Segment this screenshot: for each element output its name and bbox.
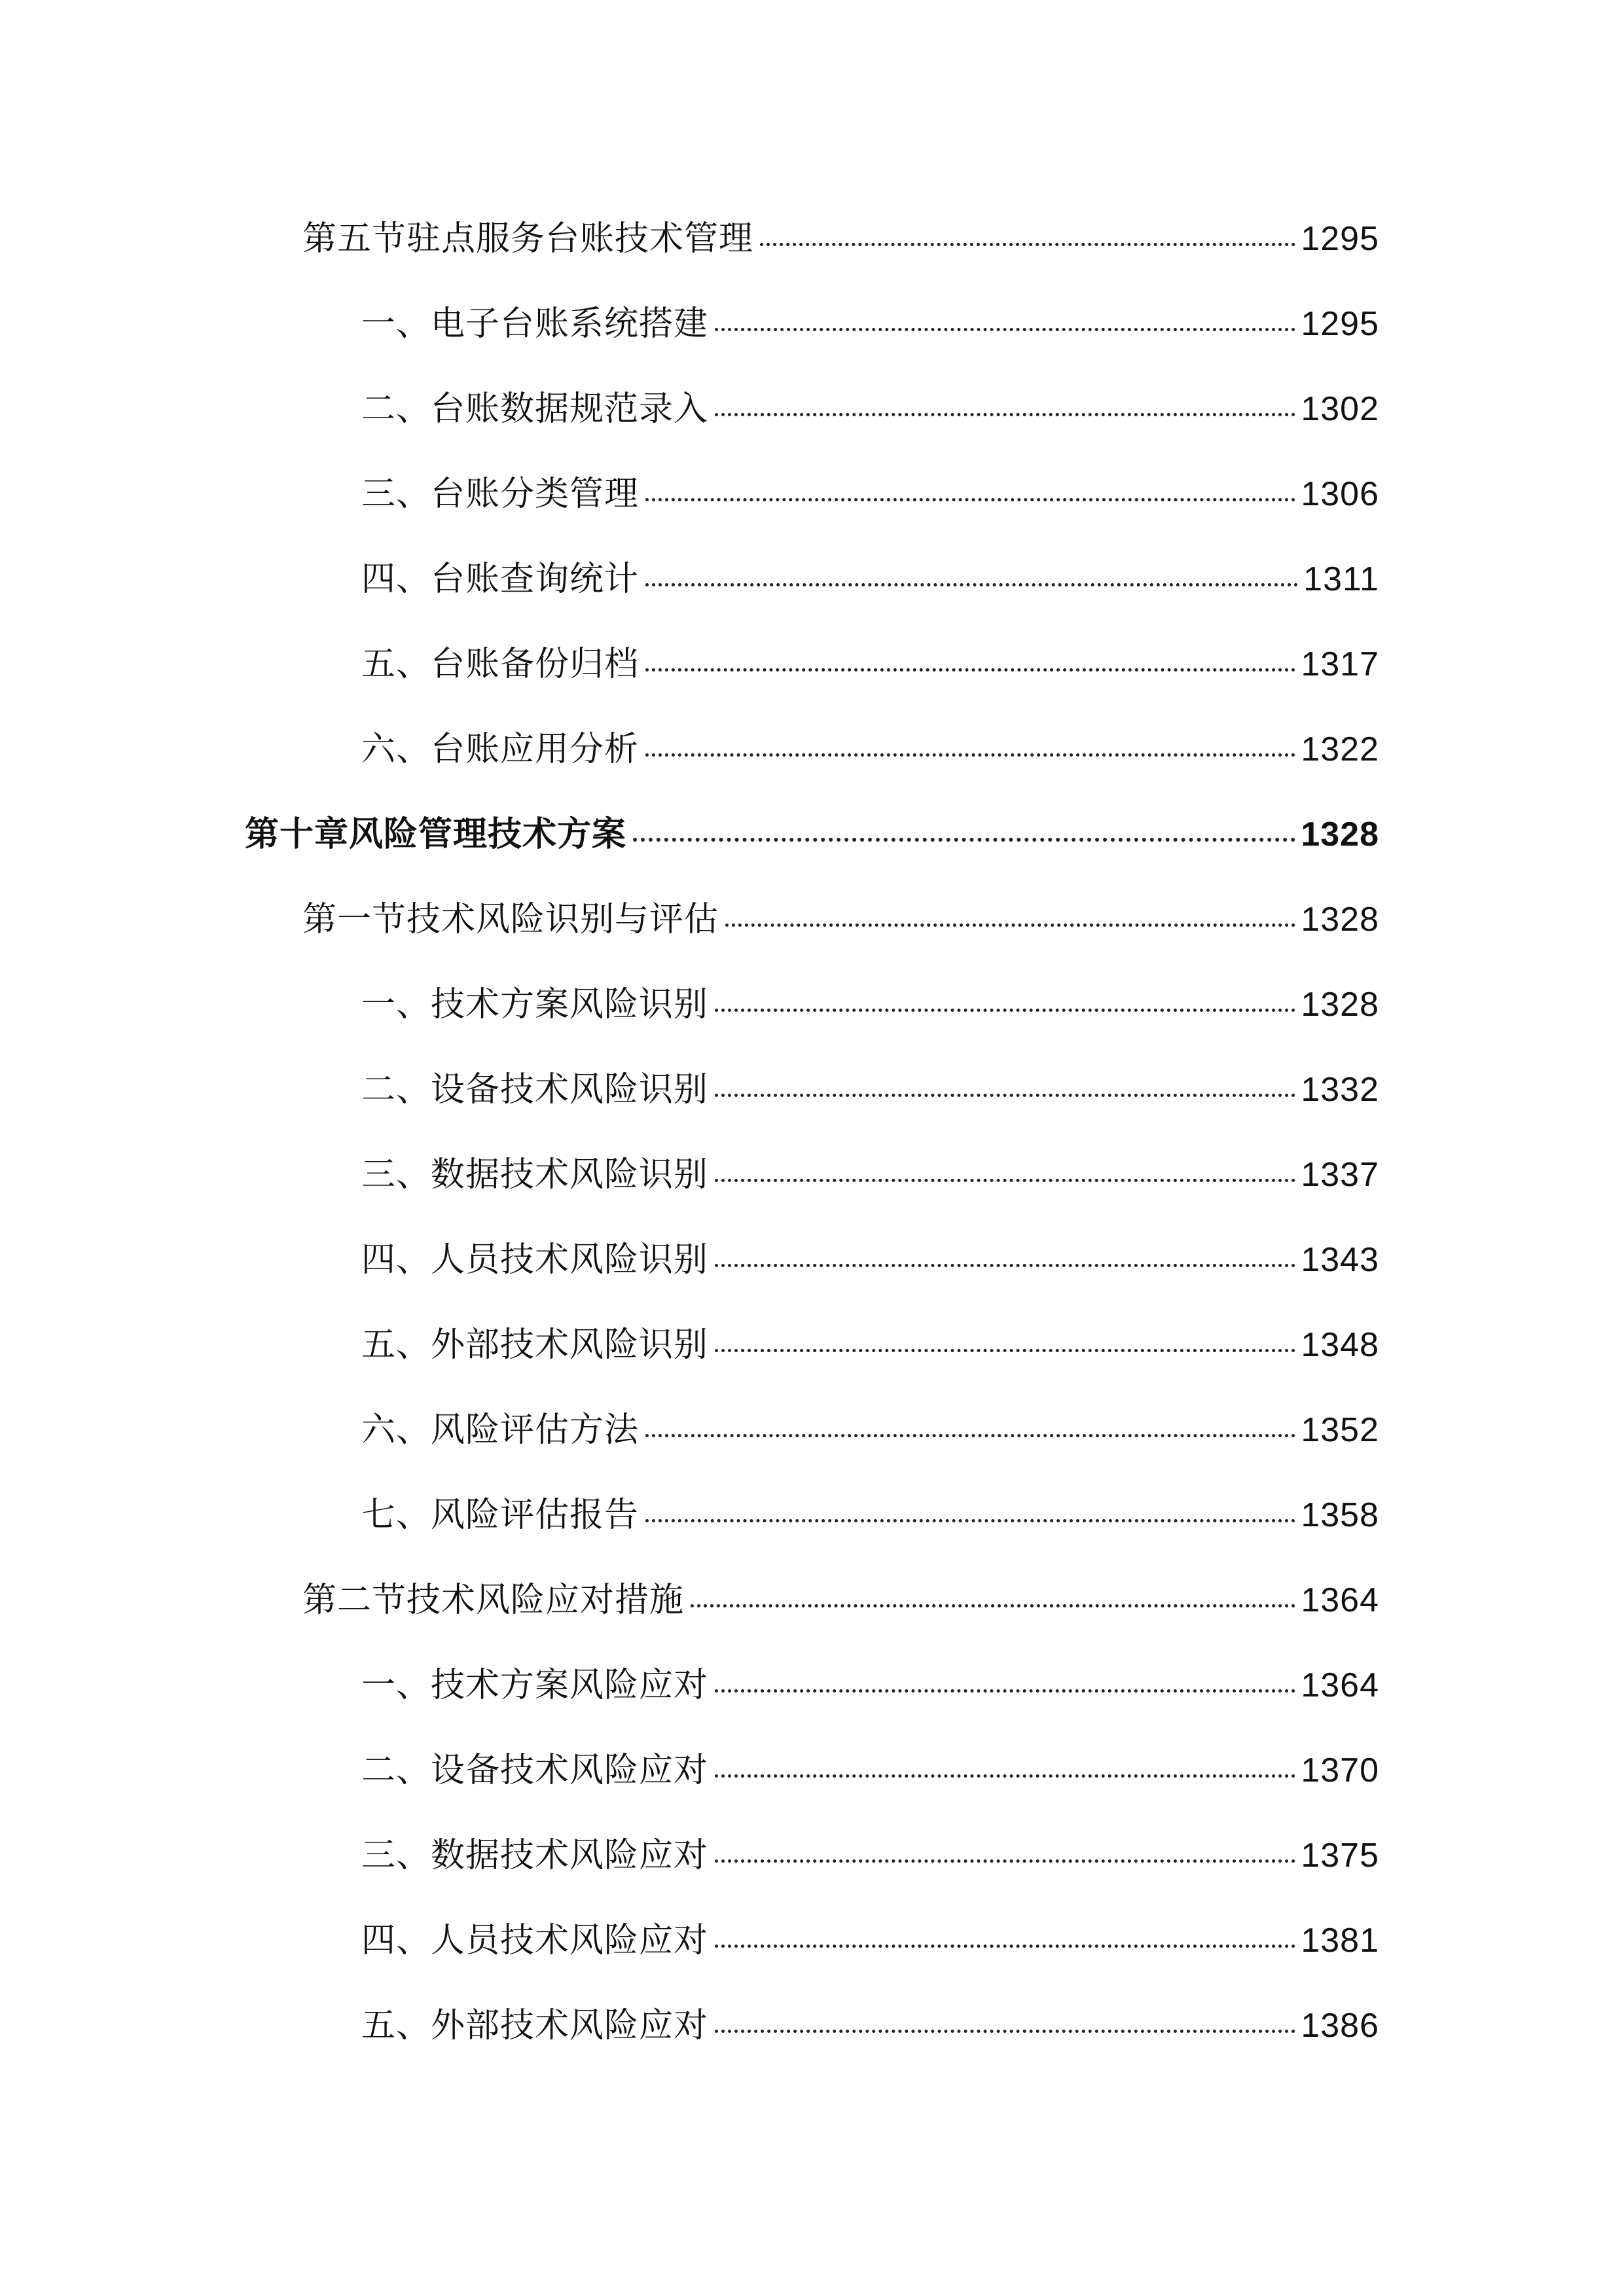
- toc-entry[interactable]: [361, 1918, 1379, 1964]
- toc-entry[interactable]: [361, 386, 1379, 432]
- toc-entry-page: 1302: [1301, 390, 1379, 428]
- toc-entry-page: 1352: [1301, 1411, 1379, 1449]
- toc-entry-title: 四、台账查询统计: [361, 560, 640, 599]
- dot-leader: [715, 1179, 1295, 1182]
- toc-entry-page: 1322: [1301, 730, 1379, 768]
- toc-entry-title: 五、外部技术风险识别: [361, 1325, 709, 1365]
- toc-entry[interactable]: [361, 1833, 1379, 1878]
- toc-entry-page: 1295: [1301, 305, 1379, 343]
- dot-leader: [715, 1264, 1295, 1267]
- dot-leader: [715, 1009, 1295, 1012]
- toc-entry-title: 六、风险评估方法: [361, 1410, 640, 1450]
- toc-entry-title: 五、外部技术风险应对: [361, 2006, 709, 2045]
- toc-entry-page: 1295: [1301, 220, 1379, 258]
- dot-leader: [645, 583, 1298, 586]
- toc-entry-title: 一、技术方案风险应对: [361, 1666, 709, 1705]
- toc-entry-page: 1375: [1301, 1837, 1379, 1874]
- dot-leader: [715, 1774, 1295, 1778]
- toc-entry[interactable]: [361, 1407, 1379, 1453]
- dot-leader: [645, 753, 1295, 757]
- toc-entry-title: 第十章风险管理技术方案: [245, 814, 627, 854]
- dot-leader: [691, 1604, 1295, 1607]
- toc-entry-title: 第二节技术风险应对措施: [302, 1581, 685, 1620]
- toc-entry-page: 1317: [1301, 645, 1379, 683]
- toc-entry-page: 1306: [1301, 475, 1379, 513]
- dot-leader: [715, 2030, 1295, 2033]
- toc-entry-title: 三、台账分类管理: [361, 475, 640, 514]
- dot-leader: [633, 838, 1295, 842]
- dot-leader: [715, 1349, 1295, 1352]
- toc-entry-title: 二、台账数据规范录入: [361, 389, 709, 429]
- toc-entry[interactable]: [361, 641, 1379, 687]
- toc-entry-page: 1328: [1301, 816, 1379, 853]
- toc-entry-page: 1311: [1303, 560, 1379, 598]
- toc-entry-page: 1328: [1301, 986, 1379, 1024]
- toc-entry-page: 1364: [1301, 1581, 1379, 1619]
- toc-entry-chapter[interactable]: [245, 812, 1379, 857]
- toc-entry-title: 五、台账备份归档: [361, 645, 640, 684]
- dot-leader: [715, 1094, 1295, 1097]
- toc-entry[interactable]: [361, 726, 1379, 772]
- dot-leader: [760, 243, 1295, 246]
- toc-entry-title: 第一节技术风险识别与评估: [302, 900, 719, 939]
- toc-entry-title: 六、台账应用分析: [361, 730, 640, 769]
- toc-entry[interactable]: [361, 1492, 1379, 1538]
- toc-entry-page: 1381: [1301, 1922, 1379, 1960]
- toc-entry[interactable]: [302, 216, 1379, 262]
- dot-leader: [645, 1434, 1295, 1437]
- dot-leader: [645, 498, 1295, 501]
- toc-entry-title: 七、风险评估报告: [361, 1496, 640, 1535]
- toc-entry[interactable]: [361, 301, 1379, 347]
- toc-entry[interactable]: [361, 1748, 1379, 1793]
- toc-entry-page: 1358: [1301, 1496, 1379, 1534]
- toc-entry-title: 三、数据技术风险识别: [361, 1155, 709, 1194]
- toc-entry-page: 1337: [1301, 1156, 1379, 1194]
- toc-entry-title: 二、设备技术风险应对: [361, 1751, 709, 1790]
- toc-entry[interactable]: [361, 1152, 1379, 1198]
- toc-entry-title: 四、人员技术风险识别: [361, 1240, 709, 1280]
- dot-leader: [715, 328, 1295, 331]
- toc-entry[interactable]: [361, 1322, 1379, 1368]
- toc-entry[interactable]: [361, 556, 1379, 602]
- toc-entry-page: 1332: [1301, 1071, 1379, 1109]
- toc-entry-page: 1328: [1301, 901, 1379, 939]
- toc-entry-title: 二、设备技术风险识别: [361, 1070, 709, 1109]
- toc-entry-page: 1348: [1301, 1326, 1379, 1364]
- dot-leader: [715, 1859, 1295, 1863]
- toc-entry[interactable]: [361, 982, 1379, 1028]
- toc-entry[interactable]: [302, 1577, 1379, 1623]
- toc-entry-page: 1364: [1301, 1666, 1379, 1704]
- toc-entry-title: 三、数据技术风险应对: [361, 1836, 709, 1875]
- toc-entry-title: 一、技术方案风险识别: [361, 985, 709, 1024]
- toc-entry-title: 第五节驻点服务台账技术管理: [302, 219, 754, 259]
- toc-entry-title: 一、电子台账系统搭建: [361, 304, 709, 344]
- toc-entry-title: 四、人员技术风险应对: [361, 1921, 709, 1960]
- dot-leader: [645, 668, 1295, 672]
- toc-entry[interactable]: [361, 471, 1379, 517]
- toc-entry-page: 1386: [1301, 2007, 1379, 2045]
- dot-leader: [725, 924, 1295, 927]
- toc-entry[interactable]: [361, 1067, 1379, 1113]
- toc-entry-page: 1343: [1301, 1241, 1379, 1279]
- dot-leader: [645, 1519, 1295, 1522]
- toc-entry[interactable]: [361, 1237, 1379, 1283]
- toc-entry[interactable]: [361, 1662, 1379, 1708]
- dot-leader: [715, 1945, 1295, 1948]
- toc-entry[interactable]: [302, 897, 1379, 942]
- dot-leader: [715, 1689, 1295, 1693]
- toc-entry-page: 1370: [1301, 1751, 1379, 1789]
- toc-entry[interactable]: [361, 2003, 1379, 2049]
- dot-leader: [715, 413, 1295, 416]
